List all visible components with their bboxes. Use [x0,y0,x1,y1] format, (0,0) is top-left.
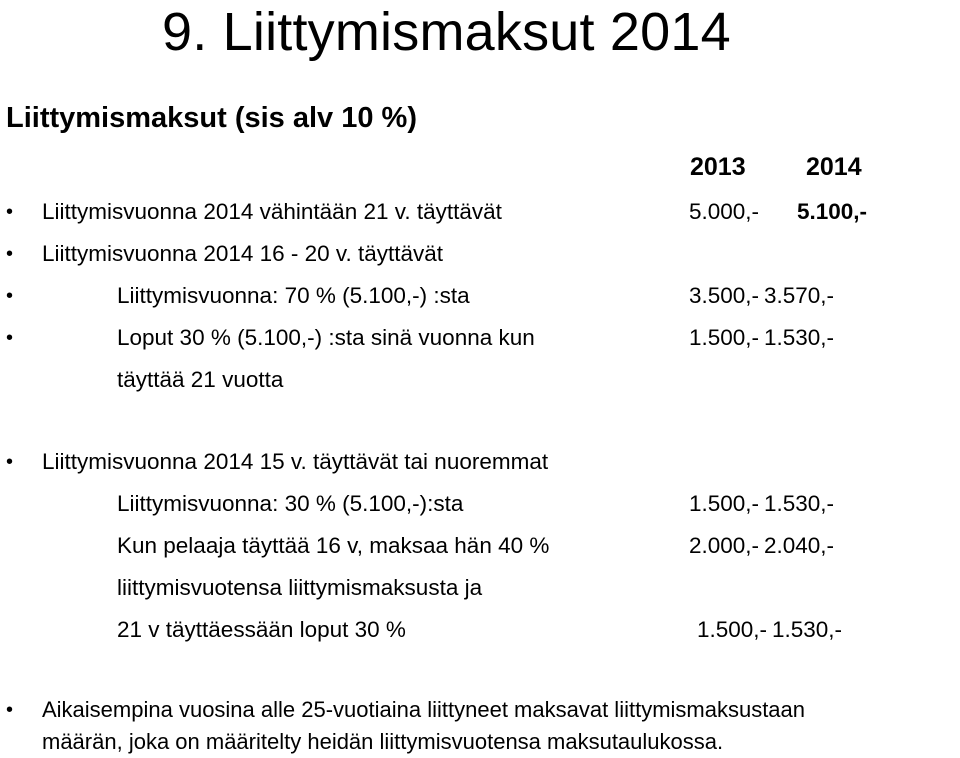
fee-value-2013: 2.000,- [689,533,760,558]
bullet-icon: • [6,451,14,473]
fee-value-2014: 1.530,- [764,325,835,350]
fee-row-label: Liittymisvuonna 2014 vähintään 21 v. täyttävät [42,199,502,224]
fee-value-2013: 1.500,- [689,325,760,350]
slide-title: 9. Liittymismaksut 2014 [162,2,731,62]
fee-value-2013: 1.500,- [697,617,768,642]
fee-row-label: liittymisvuotensa liittymismaksusta ja [117,575,483,600]
column-header-2014: 2014 [806,153,862,181]
fee-row-label: täyttää 21 vuotta [117,367,284,392]
fee-value-2013: 5.000,- [689,199,760,224]
fee-row-label: Liittymisvuonna: 30 % (5.100,-):sta [117,491,464,516]
fee-row-label: Liittymisvuonna: 70 % (5.100,-) :sta [117,283,470,308]
note-line-2: määrän, joka on määritelty heidän liittymisvuotensa maksutaulukossa. [42,729,724,754]
bullet-icon: • [6,243,14,265]
fee-value-2013: 3.500,- [689,283,760,308]
bullet-icon: • [6,699,14,721]
fee-row-label: Kun pelaaja täyttää 16 v, maksaa hän 40 % [117,533,550,558]
column-header-2013: 2013 [690,153,746,181]
fee-value-2014: 1.530,- [772,617,843,642]
fee-value-2014: 2.040,- [764,533,835,558]
fee-row-label: Liittymisvuonna 2014 15 v. täyttävät tai nuoremmat [42,449,549,474]
bullet-icon: • [6,201,14,223]
fee-value-2014: 3.570,- [764,283,835,308]
fee-row-label: 21 v täyttäessään loput 30 % [117,617,406,642]
bullet-icon: • [6,327,14,349]
fee-row-label: Liittymisvuonna 2014 16 - 20 v. täyttävät [42,241,444,266]
section-heading: Liittymismaksut (sis alv 10 %) [6,102,417,134]
fee-value-2014: 5.100,- [797,199,868,224]
fee-value-2013: 1.500,- [689,491,760,516]
note-line-1: Aikaisempina vuosina alle 25-vuotiaina liittyneet maksavat liittymismaksustaan [42,697,806,722]
fee-row-label: Loput 30 % (5.100,-) :sta sinä vuonna kun [117,325,535,350]
bullet-icon: • [6,285,14,307]
fee-value-2014: 1.530,- [764,491,835,516]
